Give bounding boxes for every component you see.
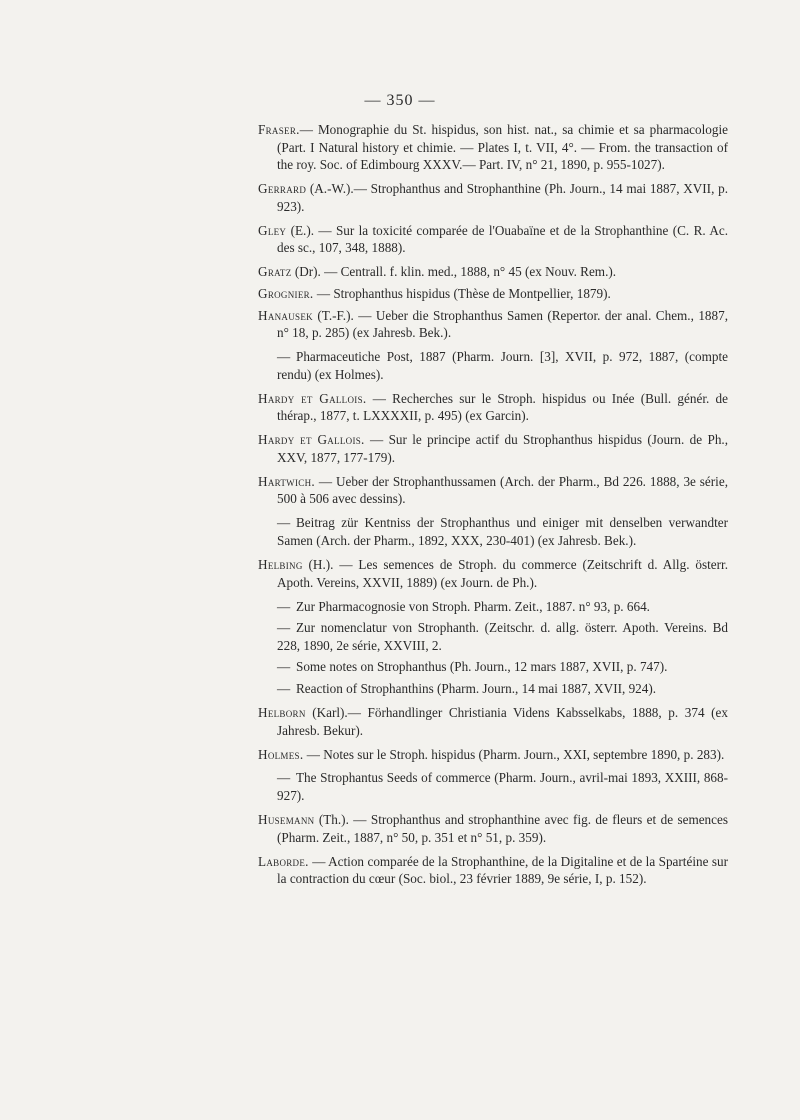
bib-text: (Dr). — Centrall. f. klin. med., 1888, n° 45 (ex Nouv. Rem.). (291, 264, 617, 280)
bib-author: Gratz (258, 264, 292, 280)
bib-entry (258, 180, 728, 215)
bib-entry (258, 121, 728, 174)
bib-subentry (258, 514, 728, 549)
bib-author: Holmes. (258, 746, 304, 762)
bib-entry (258, 556, 728, 591)
dash-mark: — (277, 680, 291, 696)
bib-subentry (258, 619, 728, 654)
bib-entry (258, 307, 728, 342)
bib-text: (T.-F.). — Ueber die Strophanthus Samen (Repertor. der anal. Chem., 1887, n° 18, p. 285) (ex Jahresb. Bek.). (277, 307, 728, 341)
bib-entry (258, 390, 728, 425)
bib-author: Laborde. (258, 853, 309, 869)
page-number: — 350 — (364, 92, 436, 109)
bib-text: — Strophanthus hispidus (Thèse de Montpellier, 1879). (313, 285, 611, 301)
bib-text: Zur nomenclatur von Strophanth. (Zeitschr. d. allg. österr. Apoth. Vereins. Bd 228, 1890, 2e série, XXVIII, 2. (277, 620, 728, 653)
bib-author: Hardy et Gallois. (258, 390, 367, 406)
bib-entry (258, 704, 728, 739)
bib-author: Gley (258, 222, 287, 238)
bib-text: The Strophantus Seeds of commerce (Pharm. Journ., avril-mai 1893, XXIII, 868-927). (277, 770, 728, 804)
bib-entry (258, 285, 728, 303)
dash-mark: — (277, 659, 291, 675)
bib-subentry (258, 769, 728, 804)
bibliography-list (258, 121, 728, 894)
bib-text: (Th.). — Strophanthus and strophanthine avec fig. de fleurs et de semences (Pharm. Zeit., 1887, n° 50, p. 351 et n° 51, p. 359). (277, 812, 728, 845)
bib-subentry (258, 680, 728, 698)
bib-text: Some notes on Strophanthus (Ph. Journ., 12 mars 1887, XVII, p. 747). (296, 659, 668, 675)
bib-text: (E.). — Sur la toxicité comparée de l'Ouabaïne et de la Strophanthine (C. R. Ac. des sc., 107, 348, 1888). (277, 222, 728, 256)
bib-author: Gerrard (258, 181, 307, 197)
bib-text: Reaction of Strophanthins (Pharm. Journ., 14 mai 1887, XVII, 924). (296, 680, 657, 696)
bib-text: Pharmaceutiche Post, 1887 (Pharm. Journ. [3], XVII, p. 972, 1887, (compte rendu) (ex Holmes). (277, 349, 728, 382)
bib-text: — Recherches sur le Stroph. hispidus ou Inée (Bull. génér. de thérap., 1877, t. LXXXXII, p. 495) (ex Garcin). (277, 390, 728, 424)
dash-mark: — (277, 349, 291, 365)
bib-text: — Sur le principe actif du Strophanthus hispidus (Journ. de Ph., XXV, 1877, 177-179). (277, 432, 729, 465)
bib-author: Helbing (258, 556, 303, 572)
bib-subentry (258, 348, 728, 383)
bib-author: Husemann (258, 812, 315, 828)
dash-mark: — (277, 515, 291, 531)
bib-entry (258, 263, 728, 281)
bib-author: Hanausek (258, 307, 313, 323)
dash-mark: — (277, 620, 291, 636)
bib-text: — Notes sur le Stroph. hispidus (Pharm. Journ., XXI, septembre 1890, p. 283). (303, 746, 725, 762)
bib-subentry (258, 598, 728, 616)
dash-mark: — (277, 598, 291, 614)
bib-author: Helborn (258, 704, 306, 720)
bib-entry (258, 746, 728, 764)
bib-text: — Action comparée de la Strophanthine, de la Digitaline et de la Spartéine sur la contraction du cœur (Soc. biol., 23 février 1889, 9e série, I, p. 152). (277, 853, 728, 887)
bib-text: Beitrag zür Kentniss der Strophanthus und einiger mit denselben verwandter Samen (Arch. der Pharm., 1892, XXX, 230-401) (ex Jahresb. Bek.). (277, 515, 728, 548)
bib-entry (258, 431, 728, 466)
bib-subentry (258, 658, 728, 676)
bib-text: (A.-W.).— Strophanthus and Strophanthine (Ph. Journ., 14 mai 1887, XVII, p. 923). (277, 181, 728, 214)
bib-entry (258, 853, 728, 888)
bib-text: (Karl).— Förhandlinger Christiania Videns Kabsselkabs, 1888, p. 374 (ex Jahresb. Bekur). (277, 704, 728, 738)
bib-text: — Monographie du St. hispidus, son hist. nat., sa chimie et sa pharmacologie (Part. I Natural history et chimie. — Plates I, t. VII, 4°. — From. the transaction of the roy. Soc. of Edimbourg XXXV.— Part. IV, n° 21, 1890, p. 955-1027). (277, 122, 728, 173)
bib-author: Fraser. (258, 122, 300, 137)
dash-mark: — (277, 770, 291, 786)
bib-author: Grognier. (258, 285, 314, 301)
bib-entry (258, 222, 728, 257)
bib-entry (258, 473, 728, 508)
bib-text: Zur Pharmacognosie von Stroph. Pharm. Zeit., 1887. n° 93, p. 664. (296, 598, 650, 614)
bib-author: Hartwich. (258, 473, 315, 489)
bib-text: (H.). — Les semences de Stroph. du commerce (Zeitschrift d. Allg. österr. Apoth. Vereins, XXVII, 1889) (ex Journ. de Ph.). (277, 556, 728, 590)
bib-author: Hardy et Gallois. (258, 432, 365, 448)
bib-text: — Ueber der Strophanthussamen (Arch. der Pharm., Bd 226. 1888, 3e série, 500 à 506 avec dessins). (277, 473, 728, 507)
bib-entry (258, 811, 728, 846)
